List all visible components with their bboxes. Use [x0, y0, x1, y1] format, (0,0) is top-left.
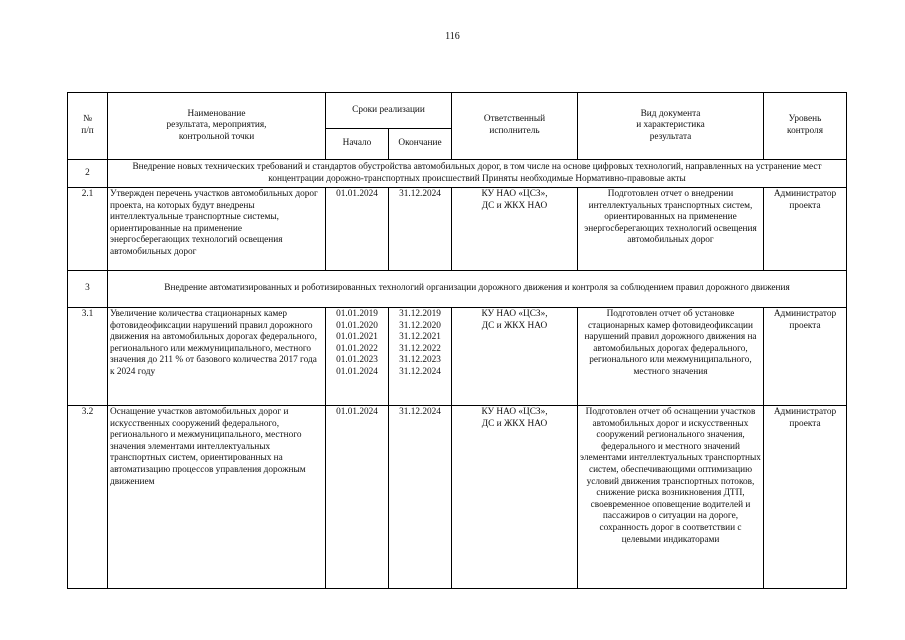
section-num: 2	[68, 160, 108, 188]
end-date: 31.12.2024	[399, 366, 441, 377]
row-num: 3.1	[68, 308, 108, 406]
section-num: 3	[68, 271, 108, 308]
row-control: Администратор проекта	[764, 188, 847, 271]
row-doc: Подготовлен отчет об оснащении участков автомобильных дорог и искусственных сооружений регионального значения, федерального и местного значений элементами интеллектуальных транспортных систем, обеспечивающими оптимизацию условий движения транспортных потоков, снижение риска возникновения ДТП, своевременное оповещение водителей и пассажиров о ситуации на дороге, сохранность дорог в соответствии с целевыми индикаторами	[578, 406, 764, 589]
row-responsible: КУ НАО «ЦСЗ», ДС и ЖКХ НАО	[452, 406, 578, 589]
row-end-dates	[389, 308, 452, 406]
end-date: 31.12.2021	[399, 332, 441, 343]
table-row	[68, 308, 847, 406]
end-date: 31.12.2024	[399, 407, 441, 417]
end-date: 31.12.2020	[399, 320, 441, 331]
end-date: 31.12.2024	[399, 189, 441, 199]
row-start-dates	[326, 308, 389, 406]
end-date: 31.12.2022	[399, 343, 441, 354]
row-start-dates	[326, 406, 389, 589]
row-end-dates	[389, 188, 452, 271]
row-control: Администратор проекта	[764, 308, 847, 406]
row-name: Утвержден перечень участков автомобильных дорог проекта, на которых будут внедрены интеллектуальные транспортные системы, ориентированные на применение энергосберегающих технологий освещения автомобильных дорог	[108, 188, 326, 271]
row-name: Оснащение участков автомобильных дорог и искусственных сооружений федерального, регионального и межмуниципального, местного значения элементами интеллектуальных транспортных систем, ориентированных на автоматизацию процессов управления дорожным движением	[108, 406, 326, 589]
start-date: 01.01.2021	[336, 332, 378, 343]
header-doc-type: Вид документа и характеристика результата	[578, 93, 764, 160]
row-start-dates	[326, 188, 389, 271]
header-start: Начало	[326, 129, 389, 160]
header-control: Уровень контроля	[764, 93, 847, 160]
row-num: 3.2	[68, 406, 108, 589]
end-date: 31.12.2019	[399, 309, 441, 319]
start-date: 01.01.2022	[336, 343, 378, 354]
header-end: Окончание	[389, 129, 452, 160]
start-date: 01.01.2024	[336, 407, 378, 417]
table-row	[68, 188, 847, 271]
row-responsible: КУ НАО «ЦСЗ», ДС и ЖКХ НАО	[452, 308, 578, 406]
row-end-dates	[389, 406, 452, 589]
table-row	[68, 406, 847, 589]
section-row	[68, 271, 847, 308]
header-num: № п/п	[68, 93, 108, 160]
row-control: Администратор проекта	[764, 406, 847, 589]
header-period: Сроки реализации	[326, 93, 452, 129]
start-date: 01.01.2024	[336, 366, 378, 377]
row-doc: Подготовлен отчет об установке стационарных камер фотовидеофиксации нарушений правил дорожного движения на автомобильных дорогах федерального, регионального или межмуниципального, местного значения	[578, 308, 764, 406]
section-title: Внедрение новых технических требований и стандартов обустройства автомобильных дорог, в том числе на основе цифровых технологий, направленных на устранение мест концентрации дорожно-транспортных происшествий Приняты необходимые Нормативно-правовые акты	[108, 160, 847, 188]
row-doc: Подготовлен отчет о внедрении интеллектуальных транспортных систем, ориентированных на применение энергосберегающих технологий освещения автомобильных дорог	[578, 188, 764, 271]
table-header-row	[68, 93, 847, 129]
section-row	[68, 160, 847, 188]
section-title: Внедрение автоматизированных и роботизированных технологий организации дорожного движения и контроля за соблюдением правил дорожного движения	[108, 271, 847, 308]
row-name: Увеличение количества стационарных камер фотовидеофиксации нарушений правил дорожного движения на автомобильных дорогах федерального, регионального или межмуниципального, местного значения до 211 % от базового количества 2017 года к 2024 году	[108, 308, 326, 406]
project-table	[67, 92, 847, 589]
page-number: 116	[445, 31, 460, 42]
header-name: Наименование результата, мероприятия, контрольной точки	[108, 93, 326, 160]
start-date: 01.01.2024	[336, 189, 378, 199]
start-date: 01.01.2023	[336, 355, 378, 366]
row-num: 2.1	[68, 188, 108, 271]
end-date: 31.12.2023	[399, 355, 441, 366]
start-date: 01.01.2020	[336, 320, 378, 331]
header-responsible: Ответственный исполнитель	[452, 93, 578, 160]
start-date: 01.01.2019	[336, 309, 378, 319]
row-responsible: КУ НАО «ЦСЗ», ДС и ЖКХ НАО	[452, 188, 578, 271]
